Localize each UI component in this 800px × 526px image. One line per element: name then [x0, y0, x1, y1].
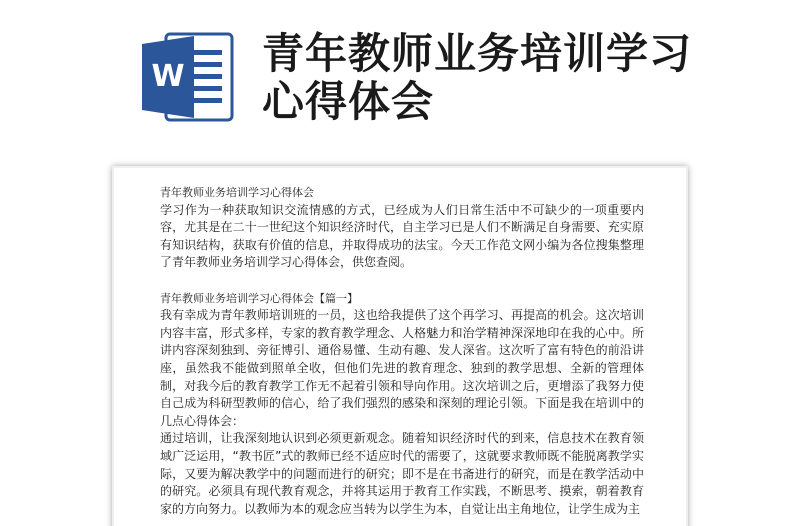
document-page [114, 168, 686, 526]
document-body [160, 184, 644, 518]
page-title: 青年教师业务培训学习心得体会 [262, 29, 693, 126]
body-paragraph: 通过培训，让我深刻地认识到必须更新观念。随着知识经济时代的到来，信息技术在教育领域广泛运用，“教书匠”式的教师已经不适应时代的需要了，这就要求教师既不能脱离教学实际，又要为解决教学中的问题而进行的研究；即不是在书斋进行的研究，而是在教学活动中的研究。必须具有现代教育观念，并将其运用于教育工作实践，不断思考、摸索，朝着教育家的方向努力。以教师为本的观念应当转为以学生为本，自觉让出主角地位，让学生成为主 [160, 431, 644, 516]
body-paragraph: 我有幸成为青年教师培训班的一员，这也给我提供了这个再学习、再提高的机会。这次培训内容丰富，形式多样，专家的教育教学理念、人格魅力和治学精神深深地印在我的心中。所讲内容深刻独到、旁征博引、通俗易懂、生动有趣、发人深省。这次听了富有特色的前沿讲座，虽然我不能做到照单全收，但他们先进的教育理念、独到的教学思想、全新的管理体制，对我今后的教育教学工作无不起着引领和导向作用。这次培训之后，更增添了我努力使自己成为科研型教师的信心，给了我们强烈的感染和深刻的理论引领。下面是我在培训中的几点心得体会： [160, 308, 644, 428]
section-heading: 青年教师业务培训学习心得体会【篇一】 [160, 291, 358, 305]
word-icon-letter: W [151, 59, 185, 94]
document-heading: 青年教师业务培训学习心得体会 [160, 186, 314, 199]
paragraph-gap [160, 272, 644, 290]
document-intro-paragraph: 学习作为一种获取知识交流情感的方式，已经成为人们日常生活中不可缺少的一项重要内容，尤其是在二十一世纪这个知识经济时代，自主学习已是人们不断满足自身需要、充实原有知识结构，获取有价值的信息，并取得成功的法宝。今天工作范文网小编为各位搜集整理了青年教师业务培训学习心得体会，供您查阅。 [160, 202, 644, 270]
word-document-icon [138, 30, 238, 124]
banner-header [0, 0, 800, 160]
